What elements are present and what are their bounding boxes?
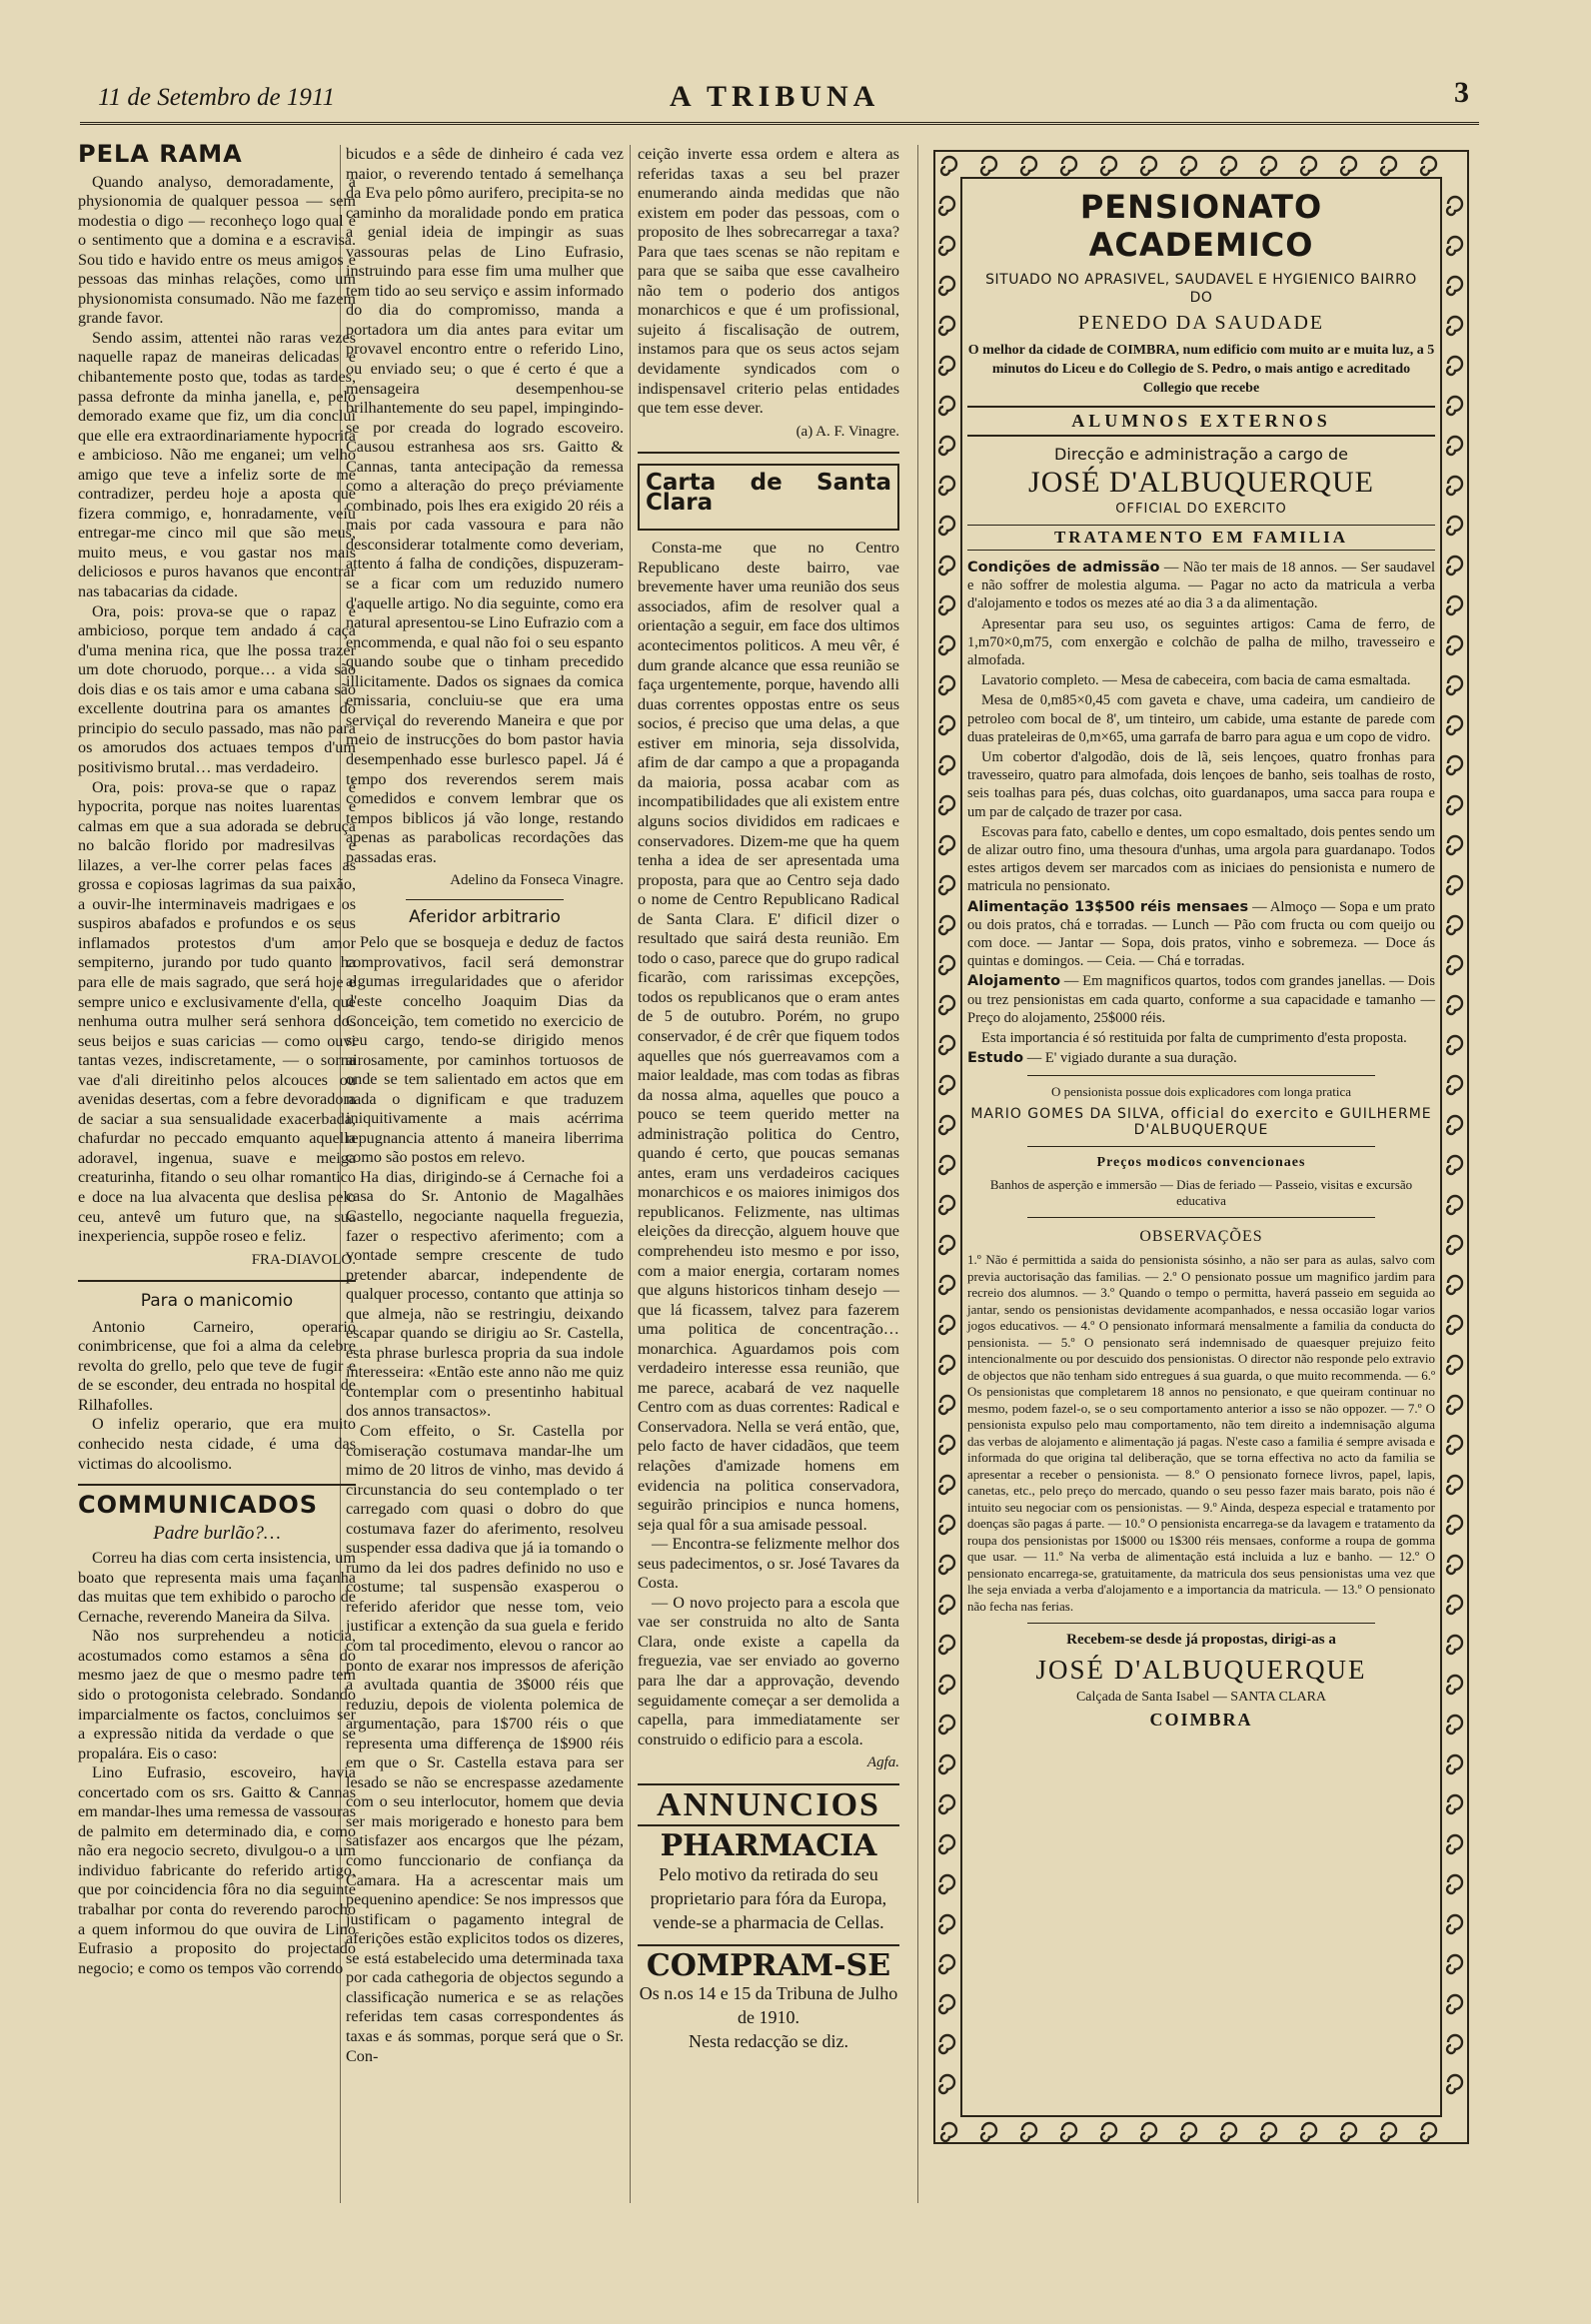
scroll-ornament-icon — [1181, 2123, 1196, 2141]
newspaper-title: A TRIBUNA — [670, 80, 880, 113]
scroll-ornament-icon — [939, 956, 954, 974]
scroll-ornament-icon — [939, 1276, 954, 1294]
scroll-ornament-icon — [1447, 956, 1462, 974]
aloj-text: — Em magnificos quartos, todos com grandes janellas. — Dois ou trez pensionistas em cada quarto, conforme a sua capacidade e tamanho — Preço do alojamento, 25$000 réis. — [967, 973, 1435, 1026]
scroll-ornament-icon — [1021, 157, 1036, 175]
ad-title-compram-se: COMPRAM-SE — [646, 1947, 891, 1983]
scroll-ornament-icon — [1447, 1156, 1462, 1174]
pensionato-title: PENSIONATO ACADEMICO — [1079, 188, 1323, 264]
scroll-ornament-icon — [939, 916, 954, 934]
scroll-ornament-icon — [1447, 557, 1462, 575]
scroll-ornament-icon — [1447, 1396, 1462, 1414]
scroll-ornament-icon — [939, 437, 954, 455]
scroll-ornament-icon — [1447, 1716, 1462, 1734]
scroll-ornament-icon — [1101, 2123, 1116, 2141]
scroll-ornament-icon — [939, 996, 954, 1014]
article-paragraph: Ora, pois: prova-se que o rapaz é hypocrita, porque nas noites luarentas e calmas em que a sua adorada se debruça no balcão florido por madresilvas e lilazes, a ver-lhe correr pelas faces as grossa e copiosas lagrimas da sua paixão, a ouvir-lhe interminaveis madrigaes e os suspiros abafados e profundos e os seus inflamados protestos d'um amor sempiterno, jurando por tudo quanto ha para elle de mais sagrado, que será hoje e sempre unico e exclusivamente d'ella, que nenhuma outra mulher será senhora dos seus beijos e suas caricias — como ouvi tantas vezes, indiscretamente, — o sorna vae d'ali direitinho pelos alcouces ou avenidas desertas, com a febre devoradora de saciar a sua sensualidade exacerbada, chafurdar no peccado emquanto aquella adoravel, ingenua, suave e meiga creaturinha, fitando o seu olhar romantico e doce na lua alvacenta que deslisa pelo ceu, antevê um futuro que, na sua inexperiencia, suppõe roseo e feliz. — [78, 777, 356, 1246]
column-2 — [346, 145, 624, 2066]
scroll-ornament-icon — [981, 2123, 996, 2141]
scroll-ornament-icon — [1447, 397, 1462, 415]
ad-text-pharmacia: Pelo motivo da retirada do seu proprietario para fóra da Europa, vende-se a pharmacia de Cellas. — [650, 1863, 887, 1932]
scroll-ornament-icon — [1447, 796, 1462, 814]
scroll-ornament-icon — [1447, 1955, 1462, 1973]
cond-label: Condições de admissão — [967, 560, 1160, 576]
scroll-ornament-icon — [1381, 2123, 1396, 2141]
cond-paragraph: Lavatorio completo. — Mesa de cabeceira, com bacia de cama esmaltada. — [981, 672, 1411, 689]
article-paragraph: ceição inverte essa ordem e altera as referidas taxas a seu bel prazer enumerando ainda medidas que não existem em poder das pessoas, com o proposito de lhes sobrecarregar a taxa? Para que taes scenas se não repitam e para que se saiba que esse cavalheiro não tem o poderio dos antigos monarchicos e que é um profissional, sujeito á fiscalisação de outrem, instamos para que os seus actos sejam devidamente syndicados com o indispensavel criterio pelas entidades que tem esse dever. — [638, 145, 899, 418]
pensionato-alumnos-externos: ALUMNOS EXTERNOS — [967, 406, 1435, 437]
ad-title-pharmacia: PHARMACIA — [660, 1828, 877, 1864]
scroll-ornament-icon — [939, 1755, 954, 1773]
section-title-communicados: COMMUNICADOS — [78, 1491, 319, 1520]
scroll-ornament-icon — [939, 1995, 954, 2013]
article-paragraph: Quando analyso, demoradamente, a physionomia de qualquer pessoa — sem modestia o digo — reconheço logo qual é o sentimento que a domina e a escravisa. Sou tido e havido entre os meus amigos e pessoas das minhas relações, como um physionomista consumado. Não me fazem grande favor. — [78, 172, 356, 328]
issue-date: 11 de Setembro de 1911 — [98, 84, 335, 111]
cond-text: — Não ter mais de 18 annos. — Ser saudavel e não soffrer de molestia alguma. — Pagar no acto da matricula a verba d'alojamento e todos os mezes até ao dia 3 a da alimentação. — [967, 560, 1435, 612]
article-signature: FRA-DIAVOLO. — [251, 1251, 356, 1268]
section-rule — [1027, 1075, 1375, 1076]
aloj-label: Alojamento — [967, 973, 1061, 990]
scroll-ornament-icon — [1447, 836, 1462, 854]
scroll-ornament-icon — [939, 1516, 954, 1534]
section-rule — [1027, 1217, 1375, 1218]
pensionato-tratamento: TRATAMENTO EM FAMILIA — [967, 525, 1435, 551]
cond-paragraph: Apresentar para seu uso, os seguintes artigos: Cama de ferro, de 1,m70×0,m75, com enxergão e colchão de palha de milho, travesseiro e almofada. — [967, 615, 1435, 669]
scroll-ornament-icon — [939, 1236, 954, 1254]
cond-paragraph: Escovas para fato, cabello e dentes, um copo esmaltado, dois pentes sendo um de alizar outro fino, uma thesoura d'unhas, uma argola para guardanapo. Todos estes artigos devem ser marcados com as iniciaes do pensionista e numero de matricula no pensionato. — [967, 823, 1435, 895]
column-3 — [638, 145, 899, 2053]
scroll-ornament-icon — [1421, 2123, 1436, 2141]
pensionato-location-line: SITUADO NO APRASIVEL, SAUDAVEL E HYGIENICO BAIRRO — [985, 272, 1417, 288]
alim-label: Alimentação 13$500 réis mensaes — [967, 898, 1249, 915]
scroll-ornament-icon — [939, 2035, 954, 2053]
scroll-ornament-icon — [1447, 1516, 1462, 1534]
scroll-ornament-icon — [941, 157, 956, 175]
scroll-ornament-icon — [1447, 437, 1462, 455]
article-paragraph: Não nos surprehendeu a noticia, acostumados como estamos a sêna do mesmo jaez de que o mesmo padre tem sido o protogonista celebrado. Sondando imparcialmente os factos, concluimos ser a expressão nitida da verdade o que se propalára. Eis o caso: — [78, 1627, 356, 1762]
article-paragraph: O infeliz operario, que era muito conhecido nesta cidade, é uma das victimas do alcoolismo. — [78, 1415, 356, 1473]
pensionato-description: O melhor da cidade de COIMBRA, num edificio com muito ar e muita luz, a 5 minutos do Liceu e do Collegio de S. Pedro, o mais antigo e acreditado Collegio que recebe — [967, 343, 1435, 396]
scroll-ornament-icon — [1301, 157, 1316, 175]
article-paragraph: — O novo projecto para a escola que vae ser construida no alto de Santa Clara, onde existe a capella da freguezia, vae ser enviado ao governo para lhe dar a approvação, devendo seguidamente começar a ser demolida a capella, para immediatamente ser construido o edificio para a escola. — [638, 1593, 899, 1748]
pensionato-direccao: Direcção e administração a cargo de — [1054, 445, 1348, 464]
article-paragraph: Consta-me que no Centro Republicano deste bairro, vae brevemente haver uma reunião dos seus associados, afim de resolver qual a orientação a seguir, em face dos ultimos acontecimentos politicos. A meu vêr, é dum grande alcance que essa reunião se faça urgentemente, porque, havendo alli duas correntes oppostas entre os seus socios, é preciso que uma delas, a que estiver em minoria, seja dissolvida, afim de dar campo a que a propaganda da maioria, possa acabar com as incompatibilidades que ali existem entre alguns socios divididos em radicaes e conservadores. Dizem-me que ha quem tenha a idea de ser apresentada uma proposta, para que ao Centro seja dado o nome de Centro Republicano Radical de Santa Clara. E' dificil dizer o resultado que sairá desta reunião. Em todo o caso, parece que do grupo radical ficarão, com rarissimas excepções, todos os republicanos que o eram antes de 5 de outubro. Porém, no grupo conservador, é de crêr que fiquem todos aquelles que nós guerreavamos com a maior lealdade, mas com todas as fibras da nossa alma, aquelles que pouco a pouco se teem querido metter na administração politica do Centro, quando é certo, que poucas semanas antes, eram uns verdadeiros caciques monarchicos e os maiores inimigos dos republicanos. Felizmente, nas ultimas eleições da direcção, alguem houve que comprehendeu isto mesmo e por isso, com a maior energia, cortaram nomes que alguns historicos tinham desejo — que lá ficassem, talvez para fazerem uma politica de concentração… monarchica. Aguardamos pois com verdadeiro interesse essa reunião, que me parece, acabará de vez naquelle Centro com as duas correntes: Radical e Conservadora. Nella se verá então, que, pelo facto de haver cidadãos, que teem relações d'amizade homens em evidencia na politica conservadora, seguirão principios e nunca homens, seja qual fôr a sua amisade pessoal. — [638, 539, 899, 1534]
pensionato-explicadores: O pensionista possue dois explicadores com longa pratica — [1050, 1084, 1351, 1100]
column-1 — [78, 140, 356, 1978]
section-rule — [638, 1944, 899, 1946]
scroll-ornament-icon — [1341, 2123, 1356, 2141]
article-title-pela-rama: PELA RAMA — [78, 140, 243, 168]
article-signature: Agfa. — [866, 1754, 899, 1771]
scroll-ornament-icon — [939, 876, 954, 894]
scroll-ornament-icon — [1447, 1795, 1462, 1813]
scroll-ornament-icon — [1447, 1755, 1462, 1773]
scroll-ornament-icon — [1447, 1356, 1462, 1374]
scroll-ornament-icon — [1447, 1995, 1462, 2013]
scroll-ornament-icon — [939, 836, 954, 854]
scroll-ornament-icon — [939, 596, 954, 614]
scroll-ornament-icon — [1447, 1036, 1462, 1054]
scroll-ornament-icon — [1447, 1236, 1462, 1254]
article-paragraph: Sendo assim, attentei não raras vezes naquelle rapaz de maneiras delicadas e chibantemente posto que, todas as tardes, passa defronte da minha janella, e, pelo demorado exame que fiz, um dia conclui que elle era extraordinariamente hypocrita e ambicioso. Não me enganei; um velho amigo que teve a infeliz sorte de me contradizer, perdeu hoje a aposta que fizera commigo, e, honradamente, veiu entregar-me cinco mil que são meus, muito meus, e vou gastar nos mais deliciosos e puros havanos que encontrar nas tabacarias da cidade. — [78, 328, 356, 601]
scroll-ornament-icon — [939, 1196, 954, 1214]
section-rule — [78, 1484, 356, 1486]
scroll-ornament-icon — [1381, 157, 1396, 175]
pensionato-observacoes-text: 1.º Não é permittida a saida do pensionista sósinho, a não ser para as aulas, salvo com previa auctorisação das familias. — 2.º O pensionato possue um magnifico jardim para recreio dos alumnos. — 3.º Quando o tempo o permitta, haverá passeio em seguida ao jantar, sendo os pensionistas devidamente acompanhados, e nessa occasião logar varios jogos educativos. — 4.º O pensionato informará mensalmente a familia da conducta do pensionista. — 5.º O pensionato será indemnisado de quaesquer prejuizo feito intencionalmente ou por descuido dos pensionistas. O director não responde pelo extravio de objectos que não tenham sido entregues á sua guarda, o que muito recommenda. — 6.º Os pensionistas que completarem 18 annos no pensionato, e que queiram continuar no mesmo, podem fazel-o, se o seu comportamento anterior a isso se não oppozer. — 7.º O pensionista expulso pelo mau comportamento, não tem direito a indemnisação alguma das verbas de alojamento e alimentação já pagas. N'este caso a familia é sempre avisada e informada do que origina tal deliberação, que se torna effectiva no acto da familia se apresentar a receber o pensionista. — 8.º O pensionato fornece livros, papel, lapis, canetas, etc., pelo preço do mercado, quando o seu pesso fazer mais barato, pois não é intuito seu negociar com os pensionistas. — 9.º Ainda, despeza especial e tratamento por doenças são pagas á parte. — 10.º O pensionista encarrega-se da lavagem e tratamento da roupa dos pensionistas por 1$000 ou 1$300 réis mensaes, conforme a roupa de gomma que usar. — 11.º Na verba de alimentação está incluida a luz e banho. — 12.º O pensionato encarrega-se, gratuitamente, da matricula dos seus pensionistas uma vez que lhe seja enviada a verba d'alojamento e a importancia da matricula. — 13.º O pensionato não fecha nas ferias. — [967, 1252, 1435, 1614]
section-rule — [1027, 1623, 1375, 1624]
scroll-ornament-icon — [939, 1556, 954, 1574]
scroll-ornament-icon — [1221, 157, 1236, 175]
pensionato-advertisement — [931, 148, 1471, 2146]
scroll-ornament-icon — [1447, 517, 1462, 535]
scroll-ornament-icon — [939, 1036, 954, 1054]
scroll-ornament-icon — [1447, 1196, 1462, 1214]
scroll-ornament-icon — [1221, 2123, 1236, 2141]
pensionato-conditions — [967, 559, 1435, 1067]
cond-paragraph: Mesa de 0,m85×0,45 com gaveta e chave, uma cadeira, um candieiro de petroleo com bocal de 8', um tinteiro, um cabide, uma estante de parede com duas prateleiras de 0,m×65, uma garrafa de barro para agua e um copo de vidro. — [967, 692, 1435, 745]
scroll-ornament-icon — [1301, 2123, 1316, 2141]
pensionato-footer-name: JOSÉ D'ALBUQUERQUE — [1035, 1655, 1367, 1686]
column-divider — [630, 145, 631, 2203]
scroll-ornament-icon — [1447, 1436, 1462, 1454]
scroll-ornament-icon — [1447, 716, 1462, 734]
scroll-ornament-icon — [981, 157, 996, 175]
scroll-ornament-icon — [941, 2123, 956, 2141]
section-rule — [638, 452, 899, 454]
scroll-ornament-icon — [939, 1396, 954, 1414]
article-paragraph: Antonio Carneiro, operario conimbricense, que foi a alma da celebre revolta do grello, pelo que teve de fugir e de se esconder, deu entrada no hospital de Rilhafolles. — [78, 1317, 356, 1414]
scroll-ornament-icon — [1447, 357, 1462, 375]
article-paragraph: bicudos e a sêde de dinheiro é cada vez maior, o reverendo tentado á semelhança da Eva pelo pômo aurifero, precipita-se no caminho da moralidade pondo em pratica a genial ideia de impingir as suas vassouras pelas de Lino Eufrasio, instruindo para esse fim uma mulher que tem tido ao seu serviço e assim informado do dia do compromisso, manda a portadora um dia antes para evitar um provavel encontro entre o referido Lino, ou enviado seu; o que é certo é que a mensageira desempenhou-se brilhantemente do seu papel, impingindo-se por creada do logrado escoveiro. Causou estranhesa aos srs. Gaitto & Cannas, tanta antecipação da remessa como a alteração do preço préviamente combinado, pois lhes era exigido 20 réis a mais por cada vassoura e para não desconsiderar totalmente como deveriam, attento á falha de condições, dispuzeram-se a ficar com um reduzido numero d'aquelle artigo. No dia seguinte, como era natural apresentou-se Lino Eufrazio com a encommenda, e qual não foi o seu espanto quando soube que o tinham precedido illicitamente. Dados os signaes da comica emissaria, concluiu-se que era uma serviçal do reverendo Maneira e que por meio de instrucções do bom pastor havia desempenhado esse burlesco papel. Já é tempo dos reverendos serem mais comedidos e convem lembrar que os tempos biblicos já vão longe, restando apenas as parabolicas recordações das passadas eras. — [346, 145, 624, 866]
scroll-ornament-icon — [1141, 2123, 1156, 2141]
alim-text: — Almoço — Sopa e um prato ou dois pratos, chá e torradas. — Lunch — Pão com fructa ou com queijo ou com doce. — Jantar — Sopa, dois pratos, vinho e sobremeza. — Doce ás quintas e domingos. — Ceia. — Chá e torradas. — [967, 898, 1436, 970]
pensionato-director-rank: OFFICIAL DO EXERCITO — [1115, 502, 1287, 517]
scroll-ornament-icon — [939, 317, 954, 335]
scroll-ornament-icon — [1447, 996, 1462, 1014]
article-paragraph: Ora, pois: prova-se que o rapaz é ambicioso, porque tem andado á caça d'uma menina rica, que lhe possa trazer um dote choruodo, porque… a vida são dois dias e os tais amor e uma cabana são excellente doutrina para os amantes do principio do seculo passado, mas não para os amorudos dos actuaes tempos d'um positivismo brutal… mas verdadeiro. — [78, 601, 356, 776]
scroll-ornament-icon — [1447, 1116, 1462, 1134]
pensionato-recebem: Recebem-se desde já propostas, dirigi-as a — [1066, 1632, 1336, 1649]
scroll-ornament-icon — [1447, 277, 1462, 295]
column-divider — [917, 145, 918, 2203]
scroll-ornament-icon — [1101, 157, 1116, 175]
scroll-ornament-icon — [939, 197, 954, 215]
scroll-ornament-icon — [1447, 197, 1462, 215]
section-rule — [1027, 1146, 1375, 1147]
scroll-ornament-icon — [1447, 1076, 1462, 1094]
pensionato-banhos: Banhos de asperção e immersão — Dias de feriado — Passeio, visitas e excursão educativa — [989, 1177, 1413, 1209]
pensionato-explicador-names: MARIO GOMES DA SILVA, official do exercito e GUILHERME D'ALBUQUERQUE — [970, 1106, 1432, 1139]
article-signature: (a) A. F. Vinagre. — [796, 423, 899, 440]
scroll-ornament-icon — [1447, 1875, 1462, 1893]
scroll-ornament-icon — [1447, 876, 1462, 894]
pensionato-penedo: PENEDO DA SAUDADE — [1077, 312, 1325, 334]
article-title-manicomio: Para o manicomio — [140, 1291, 294, 1312]
article-title-aferidor: Aferidor arbitrario — [409, 906, 561, 927]
scroll-ornament-icon — [1447, 636, 1462, 654]
scroll-ornament-icon — [939, 357, 954, 375]
pensionato-precos: Preços modicos convencionaes — [1096, 1155, 1306, 1171]
article-paragraph: Pelo que se bosqueja e deduz de factos comprovativos, facil será demonstrar algumas irregularidades que o aferidor d'este concelho Joaquim Dias da Conceição, tem cometido no exercicio de seu cargo, tendo-se dirigido menos airosamente, por caminhos tortuosos de onde se tem salientado em actos que em nada o dignificam e que traduzem iniquitivamente a mais acérrima repugnancia attento á maneira liberrima como são postos em relevo. — [346, 933, 624, 1167]
scroll-ornament-icon — [939, 716, 954, 734]
scroll-ornament-icon — [939, 517, 954, 535]
pensionato-footer-address: Calçada de Santa Isabel — SANTA CLARA — [1075, 1690, 1327, 1706]
scroll-ornament-icon — [939, 1716, 954, 1734]
scroll-ornament-icon — [939, 1835, 954, 1853]
cond-paragraph: Um cobertor d'algodão, dois de lã, seis lençoes, quatro fronhas para travesseiro, quatro para almofada, dois lençoes de banho, seis toalhas de rosto, seis toalhas para pés, duas colchas, oito guardanapos, uma sacca para roupa e um par de calçado de trazer por casa. — [967, 749, 1435, 820]
scroll-ornament-icon — [939, 1116, 954, 1134]
section-rule — [638, 1783, 899, 1785]
section-title-annuncios: ANNUNCIOS — [657, 1785, 880, 1823]
scroll-ornament-icon — [939, 1875, 954, 1893]
scroll-ornament-icon — [1341, 157, 1356, 175]
scroll-ornament-icon — [939, 1356, 954, 1374]
scroll-ornament-icon — [939, 676, 954, 694]
scroll-ornament-icon — [1447, 1316, 1462, 1334]
article-paragraph: Ha dias, dirigindo-se á Cernache foi a casa do Sr. Antonio de Magalhães Castello, negociante naquella freguezia, fazer o respectivo aferimento; com a vontade sempre crescente de tudo pretender abarcar, independente de qualquer processo, contanto que attinja so que almeja, não se restringiu, deixando escapar quando se dirigiu ao Sr. Castella, esta phrase burlesca propria da sua indole interesseira: «Então este anno não me quiz contemplar com o presentinho habitual dos annos transactos». — [346, 1167, 624, 1421]
scroll-ornament-icon — [1261, 2123, 1276, 2141]
scroll-ornament-icon — [939, 796, 954, 814]
masthead — [80, 72, 1479, 125]
ad-text-compram-se-2: Nesta redacção se diz. — [689, 2031, 848, 2052]
article-paragraph: Com effeito, o Sr. Castella por comiseração costumava mandar-lhe um mimo de 20 litros de vinho, mas devido á circunstancia do seu contemplado o ter carregado com quasi o dobro do que costumava fazer do aferimento, resolveu suspender essa dadiva que já ia tomando o rumo da lei dos padres definido no uso e costume; tal suspensão exasperou o referido aferidor que nesse tom, veio justificar a extenção da sua guela e ferido com tal procedimento, elevou o rancor ao ponto de exarar nos impressos de aferição a avultada quantia de 3$000 réis que reduziu, depois de violenta polemica de argumentação, para 1$700 réis o que representa uma differença de 1$900 réis em que o Sr. Castella estava para ser lesado se não se encrespasse azedamente com o seu interlocutor, homem que devia ser mais morigerado e honesto para bem satisfazer aos encargos que lhe pézam, como funccionario de confiança da Camara. Ha a acrescentar mais um pequenino apendice: Se nos impressos que justificam o pagamento integral de aferições estão explicitos todos os dizeres, se está estabelecido uma determinada taxa por cada cathegoria de objectos segundo a classificação numerica e se as relações referidas tem casas correspondentes ás taxas e ás sommas, porque será que o Sr. Con- — [346, 1422, 624, 2065]
pensionato-director-name: JOSÉ D'ALBUQUERQUE — [1028, 466, 1374, 499]
ad-text-compram-se: Os n.os 14 e 15 da Tribuna de Julho de 1910. — [639, 1983, 898, 2028]
article-paragraph: Correu ha dias com certa insistencia, um boato que representa mais uma façanha das muitas que tem exhibido o parocho de Cernache, reverendo Maneira da Silva. — [78, 1549, 356, 1626]
scroll-ornament-icon — [1447, 2035, 1462, 2053]
scroll-ornament-icon — [939, 1076, 954, 1094]
pensionato-content — [967, 184, 1435, 1735]
scroll-ornament-icon — [939, 756, 954, 774]
pensionato-observacoes-title: OBSERVAÇÕES — [1139, 1228, 1263, 1246]
scroll-ornament-icon — [939, 1596, 954, 1614]
scroll-ornament-icon — [1261, 157, 1276, 175]
scroll-ornament-icon — [939, 557, 954, 575]
scroll-ornament-icon — [939, 1795, 954, 1813]
scroll-ornament-icon — [1447, 596, 1462, 614]
scroll-ornament-icon — [939, 1676, 954, 1694]
scroll-ornament-icon — [1447, 1835, 1462, 1853]
scroll-ornament-icon — [1447, 1915, 1462, 1933]
article-paragraph: Lino Eufrasio, escoveiro, havia concertado com os srs. Gaitto & Cannas em mandar-lhes uma remessa de vassouras de palmito em determinado dia, e como não era negocio secreto, divulgou-o a um individuo fabricante do referido artigo, que por coincidencia fôra no dia seguinte trabalhar por conta do reverendo parocho a quem informou do que ouvira de Lino Eufrasio a proposito do projectado negocio; e como os tempos vão correndo — [78, 1763, 356, 1977]
scroll-ornament-icon — [939, 477, 954, 495]
scroll-ornament-icon — [1447, 916, 1462, 934]
scroll-ornament-icon — [1181, 157, 1196, 175]
scroll-ornament-icon — [939, 1316, 954, 1334]
article-title-padre-burlao: Padre burlão?… — [153, 1522, 281, 1544]
scroll-ornament-icon — [939, 1955, 954, 1973]
scroll-ornament-icon — [939, 1156, 954, 1174]
article-title-carta-santa-clara: Carta de Santa Clara — [646, 470, 891, 516]
scroll-ornament-icon — [1447, 676, 1462, 694]
scroll-ornament-icon — [939, 636, 954, 654]
section-rule — [78, 1280, 356, 1282]
scroll-ornament-icon — [939, 237, 954, 255]
scroll-ornament-icon — [1447, 756, 1462, 774]
scroll-ornament-icon — [1061, 2123, 1076, 2141]
scroll-ornament-icon — [1421, 157, 1436, 175]
scroll-ornament-icon — [1447, 237, 1462, 255]
article-paragraph: — Encontra-se felizmente melhor dos seus padecimentos, o sr. José Tavares da Costa. — [638, 1535, 899, 1593]
scroll-ornament-icon — [1447, 477, 1462, 495]
scroll-ornament-icon — [1447, 1276, 1462, 1294]
scroll-ornament-icon — [939, 1476, 954, 1494]
scroll-ornament-icon — [1447, 1676, 1462, 1694]
scroll-ornament-icon — [1447, 2075, 1462, 2093]
scroll-ornament-icon — [1447, 1556, 1462, 1574]
estudo-label: Estudo — [967, 1050, 1024, 1067]
section-rule — [406, 899, 564, 900]
scroll-ornament-icon — [939, 1436, 954, 1454]
scroll-ornament-icon — [939, 277, 954, 295]
page-number: 3 — [1454, 76, 1469, 109]
scroll-ornament-icon — [1021, 2123, 1036, 2141]
scroll-ornament-icon — [1141, 157, 1156, 175]
pensionato-location-do: DO — [1189, 290, 1213, 306]
aloj-note: Esta importancia é só restituida por falta de cumprimento d'esta proposta. — [981, 1030, 1407, 1047]
pensionato-footer-city: COIMBRA — [1149, 1710, 1253, 1731]
scroll-ornament-icon — [1061, 157, 1076, 175]
section-rule — [638, 1824, 899, 1826]
scroll-ornament-icon — [939, 1636, 954, 1654]
carta-santa-clara-box — [638, 464, 899, 531]
scroll-ornament-icon — [939, 397, 954, 415]
scroll-ornament-icon — [1447, 1476, 1462, 1494]
scroll-ornament-icon — [939, 1915, 954, 1933]
article-signature: Adelino da Fonseca Vinagre. — [450, 872, 624, 889]
scroll-ornament-icon — [939, 2075, 954, 2093]
scroll-ornament-icon — [1447, 1636, 1462, 1654]
scroll-ornament-icon — [1447, 317, 1462, 335]
estudo-text: — E' vigiado durante a sua duração. — [1026, 1050, 1237, 1067]
scroll-ornament-icon — [1447, 1596, 1462, 1614]
